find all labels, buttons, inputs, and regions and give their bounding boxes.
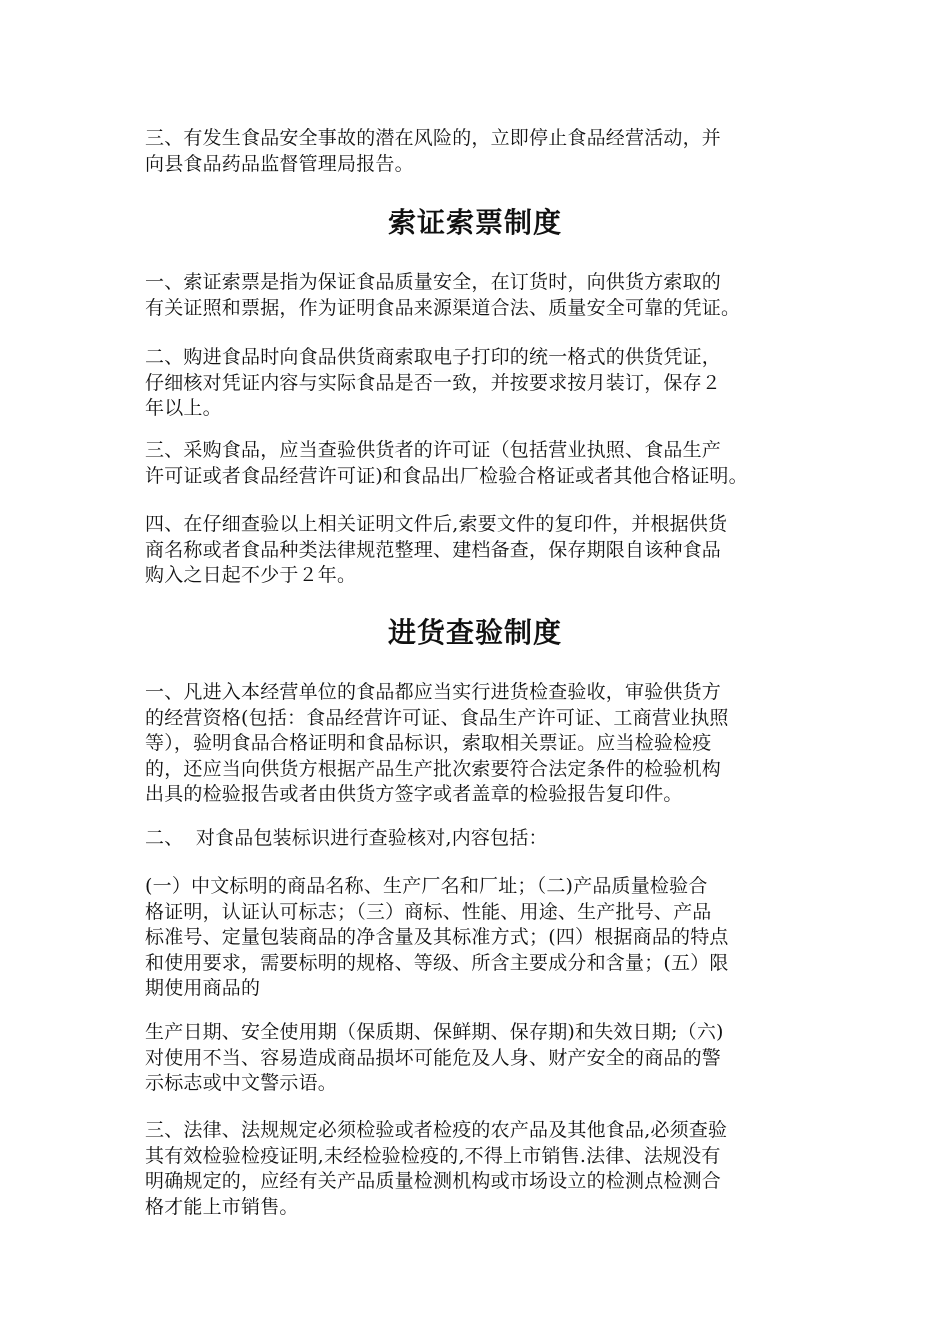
- receipts-paragraph-1: [145, 270, 825, 321]
- text-line: 示标志或中文警示语。: [145, 1072, 338, 1094]
- text-line: 仔细核对凭证内容与实际食品是否一致，并按要求按月装订，保存２: [145, 371, 722, 394]
- text-line: 明确规定的，应经有关产品质量检测机构或市场设立的检测点检测合: [145, 1170, 722, 1192]
- inspection-paragraph-3: [145, 874, 825, 1002]
- text-line: 和使用要求，需要标明的规格、等级、所含主要成分和含量；(五）限: [145, 951, 729, 974]
- text-line: 二、 对食品包装标识进行查验核对,内容包括：: [145, 827, 548, 849]
- receipts-paragraph-3: [145, 438, 825, 489]
- text-line: 商名称或者食品种类法律规范整理、建档备查，保存期限自该种食品: [145, 538, 722, 561]
- section-title-receipts: 索证索票制度: [387, 206, 562, 239]
- section-title-inspection: 进货查验制度: [387, 616, 562, 649]
- text-line: 一、索证索票是指为保证食品质量安全，在订货时，向供货方索取的: [145, 271, 722, 293]
- text-line: 格证明，认证认可标志；（三）商标、性能、用途、生产批号、产品: [145, 900, 712, 923]
- inspection-paragraph-4: [145, 1020, 825, 1097]
- text-line: 标准号、定量包装商品的净含量及其标准方式；(四）根据商品的特点: [145, 926, 729, 948]
- text-line: 出具的检验报告或者由供货方签字或者盖章的检验报告复印件。: [145, 783, 683, 805]
- text-line: 年以上。: [145, 397, 222, 419]
- text-line: 购入之日起不少于２年。: [145, 564, 357, 586]
- receipts-paragraph-2: [145, 345, 825, 422]
- text-line: 四、在仔细查验以上相关证明文件后,索要文件的复印件，并根据供货: [145, 513, 728, 535]
- text-line: 期使用商品的: [145, 977, 261, 999]
- receipts-paragraph-4: [145, 512, 825, 589]
- text-line: 其有效检验检疫证明,未经检验检疫的,不得上市销售.法律、法规没有: [145, 1144, 721, 1167]
- text-line: 对使用不当、容易造成商品损坏可能危及人身、财产安全的商品的警: [145, 1046, 722, 1069]
- text-line: 三、有发生食品安全事故的潜在风险的，立即停止食品经营活动，并: [145, 127, 722, 149]
- text-line: 一、凡进入本经营单位的食品都应当实行进货检查验收，审验供货方: [145, 681, 722, 703]
- text-line: 许可证或者食品经营许可证)和食品出厂检验合格证或者其他合格证明。: [145, 464, 748, 487]
- text-line: 等），验明食品合格证明和食品标识，索取相关票证。应当检验检疫: [145, 732, 712, 754]
- text-line: 格才能上市销售。: [145, 1195, 299, 1218]
- text-line: 三、法律、法规规定必须检验或者检疫的农产品及其他食品,必须查验: [145, 1119, 728, 1141]
- inspection-paragraph-5: [145, 1118, 825, 1220]
- text-line: 三、采购食品，应当查验供货者的许可证（包括营业执照、食品生产: [145, 439, 722, 461]
- text-line: 向县食品药品监督管理局报告。: [145, 152, 414, 175]
- text-line: 生产日期、安全使用期（保质期、保鲜期、保存期)和失效日期;（六): [145, 1021, 724, 1043]
- text-line: (一）中文标明的商品名称、生产厂名和厂址；（二)产品质量检验合: [145, 875, 708, 897]
- inspection-paragraph-1: [145, 680, 825, 808]
- intro-paragraph-3: [145, 126, 825, 177]
- text-line: 有关证照和票据，作为证明食品来源渠道合法、质量安全可靠的凭证。: [145, 296, 741, 319]
- text-line: 二、购进食品时向食品供货商索取电子打印的统一格式的供货凭证，: [145, 346, 722, 368]
- inspection-paragraph-2: [145, 826, 825, 852]
- text-line: 的，还应当向供货方根据产品生产批次索要符合法定条件的检验机构: [145, 757, 722, 780]
- text-line: 的经营资格(包括：食品经营许可证、食品生产许可证、工商营业执照: [145, 706, 729, 729]
